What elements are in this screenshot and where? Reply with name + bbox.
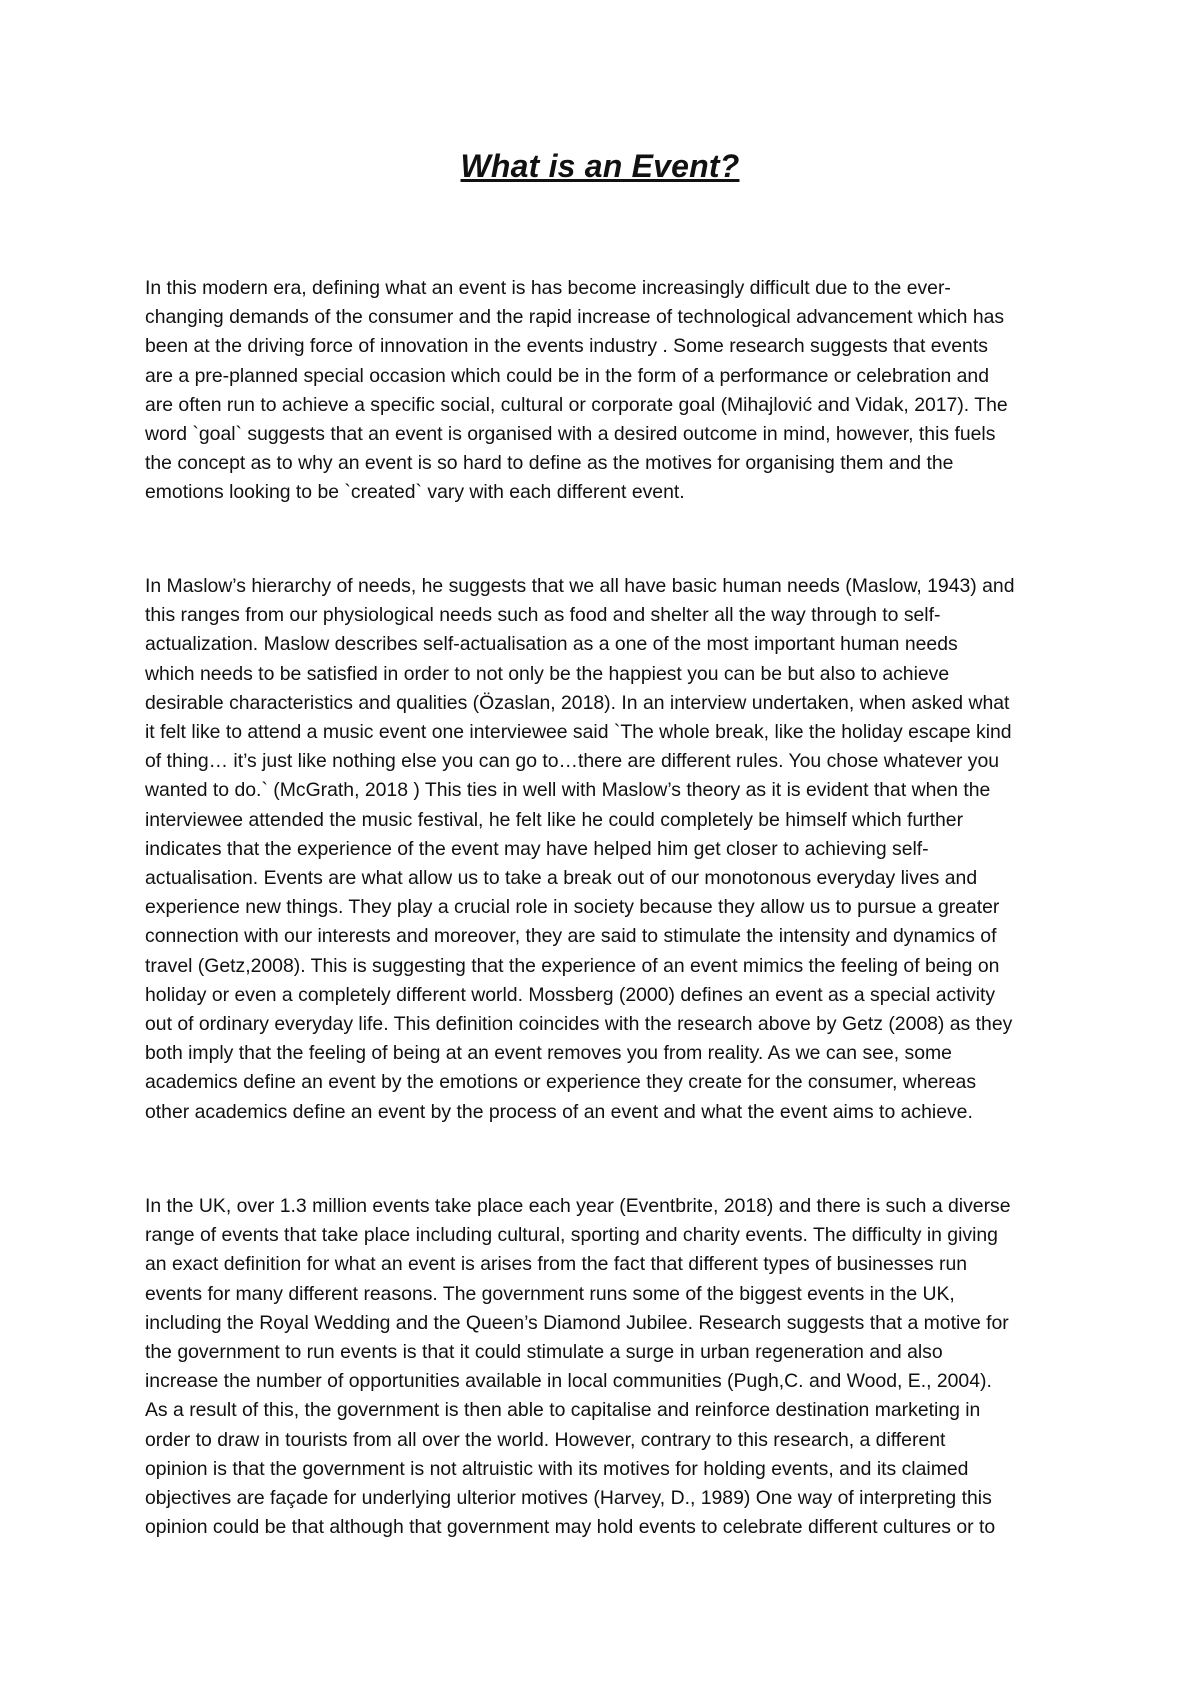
paragraph-line: opinion is that the government is not altruistic with its motives for holding events, and its claimed xyxy=(145,1457,969,1480)
paragraph-line: other academics define an event by the process of an event and what the event aims to achieve. xyxy=(145,1100,973,1123)
paragraph-line: word `goal` suggests that an event is organised with a desired outcome in mind, however, this fuels xyxy=(145,423,996,446)
paragraph-line: interviewee attended the music festival, he felt like he could completely be himself which further xyxy=(145,808,964,831)
paragraph-line: academics define an event by the emotions or experience they create for the consumer, whereas xyxy=(145,1071,977,1094)
paragraph-line: the government to run events is that it could stimulate a surge in urban regeneration and also xyxy=(145,1341,943,1364)
paragraph-line: experience new things. They play a crucial role in society because they allow us to pursue a greater xyxy=(145,896,1000,919)
paragraph-line: are a pre-planned special occasion which could be in the form of a performance or celebration and xyxy=(145,364,989,387)
paragraph-line: out of ordinary everyday life. This definition coincides with the research above by Getz (2008) as they xyxy=(145,1013,1013,1036)
paragraph-line: indicates that the experience of the event may have helped him get closer to achieving self- xyxy=(145,837,929,860)
paragraph-line: opinion could be that although that government may hold events to celebrate different cultures or to xyxy=(145,1516,996,1539)
paragraph-line: objectives are façade for underlying ulterior motives (Harvey, D., 1989) One way of interpreting this xyxy=(145,1487,992,1510)
paragraph-line: of thing… it’s just like nothing else you can go to…there are different rules. You chose whatever you xyxy=(145,750,1000,773)
paragraph-line: events for many different reasons. The government runs some of the biggest events in the UK, xyxy=(145,1282,955,1305)
paragraph-line: range of events that take place including cultural, sporting and charity events. The difficulty in giving xyxy=(145,1224,998,1247)
paragraph-3 xyxy=(145,1192,1075,1542)
paragraph-line: holiday or even a completely different world. Mossberg (2000) defines an event as a special activity xyxy=(145,983,996,1006)
document-title: What is an Event? xyxy=(460,148,740,184)
paragraph-line: connection with our interests and moreover, they are said to stimulate the intensity and dynamics of xyxy=(145,925,997,948)
paragraph-line: As a result of this, the government is then able to capitalise and reinforce destination marketing in xyxy=(145,1399,981,1422)
paragraph-line: wanted to do.` (McGrath, 2018 ) This ties in well with Maslow’s theory as it is evident that when the xyxy=(145,779,991,802)
paragraph-line: In the UK, over 1.3 million events take place each year (Eventbrite, 2018) and there is such a diverse xyxy=(145,1195,1011,1217)
paragraph-line: this ranges from our physiological needs such as food and shelter all the way through to self- xyxy=(145,604,941,627)
paragraph-line: are often run to achieve a specific social, cultural or corporate goal (Mihajlović and Vidak, 2017). The xyxy=(145,393,1008,416)
paragraph-line: changing demands of the consumer and the rapid increase of technological advancement which has xyxy=(145,306,1005,329)
paragraph-line: In this modern era, defining what an event is has become increasingly difficult due to the ever- xyxy=(145,277,951,299)
paragraph-line: including the Royal Wedding and the Queen’s Diamond Jubilee. Research suggests that a motive for xyxy=(145,1311,1009,1334)
paragraph-line: an exact definition for what an event is arises from the fact that different types of businesses run xyxy=(145,1253,968,1276)
paragraph-line: which needs to be satisfied in order to not only be the happiest you can be but also to achieve xyxy=(145,662,950,685)
paragraph-line: order to draw in tourists from all over the world. However, contrary to this research, a different xyxy=(145,1428,946,1451)
paragraph-line: desirable characteristics and qualities (Özaslan, 2018). In an interview undertaken, when asked what xyxy=(145,691,1010,714)
paragraph-line: the concept as to why an event is so hard to define as the motives for organising them and the xyxy=(145,452,954,475)
paragraph-2 xyxy=(145,572,1075,1127)
paragraph-line: In Maslow’s hierarchy of needs, he suggests that we all have basic human needs (Maslow, 1943) and xyxy=(145,575,1015,597)
paragraph-line: increase the number of opportunities available in local communities (Pugh,C. and Wood, E., 2004). xyxy=(145,1370,992,1393)
paragraph-line: travel (Getz,2008). This is suggesting that the experience of an event mimics the feeling of being on xyxy=(145,954,1000,977)
paragraph-line: both imply that the feeling of being at an event removes you from reality. As we can see, some xyxy=(145,1042,952,1065)
paragraph-1 xyxy=(145,274,1075,508)
paragraph-line: actualisation. Events are what allow us to take a break out of our monotonous everyday lives and xyxy=(145,867,978,890)
paragraph-line: been at the driving force of innovation in the events industry . Some research suggests that events xyxy=(145,335,988,358)
paragraph-line: actualization. Maslow describes self-actualisation as a one of the most important human needs xyxy=(145,633,958,656)
paragraph-line: emotions looking to be `created` vary with each different event. xyxy=(145,481,685,504)
paragraph-line: it felt like to attend a music event one interviewee said `The whole break, like the holiday escape kind xyxy=(145,721,1012,744)
